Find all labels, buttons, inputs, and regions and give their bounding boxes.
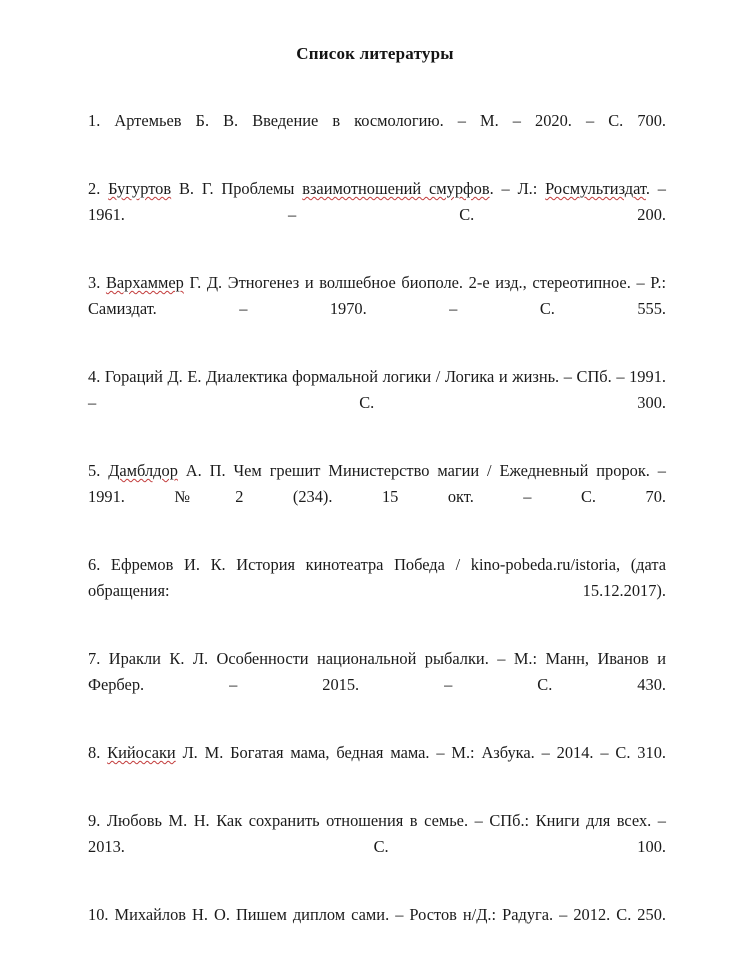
- misspelled-word[interactable]: Росмультиздат: [545, 179, 646, 198]
- bibliography-entry: [88, 902, 666, 954]
- entry-text-segment: 6. Ефремов И. К. История кинотеатра Победа / kino-pobeda.ru/istoria, (дата обращения: 15.12.2017).: [88, 555, 666, 600]
- bibliography-list: [88, 108, 666, 970]
- bibliography-entry: [88, 108, 666, 160]
- bibliography-entry: [88, 270, 666, 348]
- misspelled-word[interactable]: Кийосаки: [107, 743, 176, 762]
- entry-text-segment: 2.: [88, 179, 109, 198]
- entry-text-segment: А. П. Чем грешит Министерство магии / Ежедневный пророк. – 1991. №2 (234). 15 окт. – С. 70.: [88, 461, 667, 506]
- misspelled-word[interactable]: Бугуртов: [108, 179, 172, 198]
- misspelled-word[interactable]: взаимотношений смурфов: [302, 179, 490, 198]
- entry-text-segment: 9. Любовь М. Н. Как сохранить отношения в семье. – СПб.: Книги для всех. – 2013. С. 100.: [88, 811, 666, 856]
- entry-text-segment: Г. Д. Этногенез и волшебное биополе. 2-е изд., стереотипное. – Р.: Самиздат. – 1970. – С. 555.: [88, 273, 667, 318]
- entry-text-segment: 3.: [88, 273, 106, 292]
- bibliography-entry: [88, 552, 666, 630]
- bibliography-entry: [88, 176, 666, 254]
- entry-text-segment: Л. М. Богатая мама, бедная мама. – М.: Азбука. – 2014. – С. 310.: [175, 743, 666, 762]
- bibliography-entry: [88, 808, 666, 886]
- bibliography-entry: [88, 364, 666, 442]
- entry-text-segment: . – 1961. – С. 200.: [88, 179, 667, 224]
- entry-text-segment: 8.: [88, 743, 108, 762]
- entry-text-segment: 1. Артемьев Б. В. Введение в космологию. – М. – 2020. – С. 700.: [88, 111, 666, 130]
- bibliography-entry: [88, 458, 666, 536]
- entry-text-segment: 10. Михайлов Н. О. Пишем диплом сами. – Ростов н/Д.: Радуга. – 2012. С. 250.: [88, 905, 666, 924]
- misspelled-word[interactable]: Дамблдор: [108, 461, 178, 480]
- entry-text-segment: 4. Гораций Д. Е. Диалектика формальной логики / Логика и жизнь. – СПб. – 1991. – С. 300.: [88, 367, 666, 412]
- entry-text-segment: 5.: [88, 461, 109, 480]
- bibliography-entry: [88, 740, 666, 792]
- misspelled-word[interactable]: Вархаммер: [105, 273, 184, 292]
- entry-text-segment: В. Г. Проблемы: [171, 179, 303, 198]
- entry-text-segment: 7. Иракли К. Л. Особенности национальной рыбалки. – М.: Манн, Иванов и Фербер. – 2015. – С. 430.: [88, 649, 666, 694]
- page-title: Список литературы: [296, 44, 454, 63]
- bibliography-entry: [88, 646, 666, 724]
- entry-text-segment: . – Л.:: [489, 179, 546, 198]
